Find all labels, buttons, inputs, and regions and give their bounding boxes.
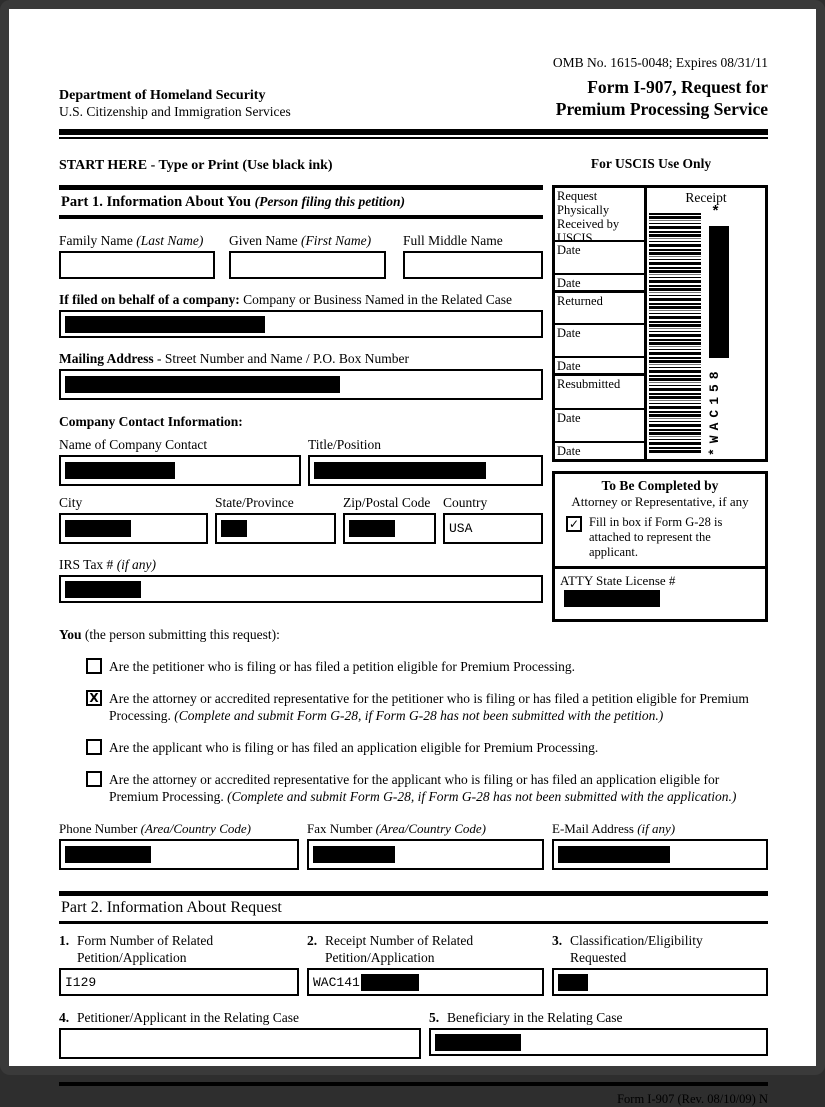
- redaction-bar: [65, 846, 151, 863]
- redaction-bar: [564, 590, 660, 607]
- given-name-label: Given Name: [229, 233, 301, 248]
- receipt-number-field-group: 2. Receipt Number of Related Petition/Application WAC141: [307, 932, 544, 996]
- middle-name-input[interactable]: [403, 251, 543, 279]
- family-name-label: Family Name: [59, 233, 137, 248]
- state-field-group: [215, 494, 336, 544]
- you-intro-line: You (the person submitting this request):: [59, 627, 280, 642]
- you-options-list: [59, 658, 768, 805]
- city-input[interactable]: [59, 513, 208, 544]
- petitioner-checkbox[interactable]: [86, 658, 102, 674]
- city-field-group: [59, 494, 208, 544]
- redaction-bar: [65, 581, 141, 598]
- attorney-applicant-checkbox[interactable]: [86, 771, 102, 787]
- mailing-label: - Street Number and Name / P.O. Box Number: [153, 351, 409, 366]
- irs-tax-field-group: IRS Tax # (if any): [59, 556, 543, 603]
- classification-label: Classification/Eligibility Requested: [570, 933, 703, 965]
- redaction-bar: [349, 520, 395, 537]
- phone-field-group: Phone Number (Area/Country Code): [59, 820, 299, 870]
- form-page: [9, 9, 816, 1106]
- agency-subname: U.S. Citizenship and Immigration Services: [59, 104, 291, 119]
- uscis-row-date: Date: [555, 410, 644, 443]
- zip-input[interactable]: [343, 513, 436, 544]
- option-attorney-applicant: Are the attorney or accredited representative for the applicant who is filing or has filed an application eligible for Premium Processing. (Complete and submit Form G-28, if Form G-28 has not been submitted with the application.): [86, 771, 766, 805]
- attorney-petitioner-checkbox[interactable]: X: [86, 690, 102, 706]
- country-value: USA: [449, 521, 473, 536]
- redaction-bar: [65, 316, 265, 333]
- title-position-label: Title/Position: [308, 437, 382, 452]
- mailing-label-bold: Mailing Address: [59, 351, 154, 366]
- atty-license-row: [555, 566, 765, 619]
- uscis-row-returned: Returned: [555, 293, 644, 326]
- form-number-field-group: 1. Form Number of Related Petition/Application I129: [59, 932, 299, 996]
- agency-block: [59, 88, 291, 120]
- g28-checkbox[interactable]: ✓: [566, 516, 582, 532]
- redaction-bar: [221, 520, 247, 537]
- family-name-field-group: Family Name (Last Name): [59, 232, 215, 279]
- form-revision-footer: Form I-907 (Rev. 08/10/09) N: [617, 1092, 768, 1106]
- middle-name-field-group: [403, 232, 543, 279]
- contact-numbers-row: [59, 820, 768, 870]
- uscis-row-date: Date: [557, 444, 581, 459]
- attorney-box-subtitle: Attorney or Representative, if any: [571, 494, 749, 509]
- irs-tax-input[interactable]: [59, 575, 543, 603]
- contact-name-field-group: [59, 436, 301, 486]
- form-number-value: I129: [65, 974, 97, 990]
- company-name-input[interactable]: [59, 310, 543, 338]
- agency-name: Department of Homeland Security: [59, 88, 266, 103]
- atty-license-label: ATTY State License #: [560, 573, 676, 588]
- petitioner-case-label: Petitioner/Applicant in the Relating Case: [77, 1010, 299, 1025]
- fax-field-group: Fax Number (Area/Country Code): [307, 820, 544, 870]
- part2-fields-row1: [59, 932, 768, 996]
- redaction-bar: [65, 462, 175, 479]
- redaction-bar: [558, 974, 588, 991]
- uscis-row-resubmitted: Resubmitted: [555, 376, 644, 411]
- uscis-use-only-label: For USCIS Use Only: [590, 156, 712, 171]
- company-contact-heading: Company Contact Information:: [59, 414, 243, 429]
- state-input[interactable]: [215, 513, 336, 544]
- redaction-bar: [65, 376, 340, 393]
- zip-label: Zip/Postal Code: [343, 495, 431, 510]
- barcode-text: *WAC158: [707, 366, 722, 456]
- redaction-bar: [361, 974, 419, 991]
- phone-input[interactable]: [59, 839, 299, 870]
- beneficiary-case-input[interactable]: [429, 1028, 768, 1056]
- contact-name-input[interactable]: [59, 455, 301, 486]
- option-petitioner: Are the petitioner who is filing or has filed a petition eligible for Premium Processing.: [86, 658, 766, 675]
- country-label: Country: [443, 495, 488, 510]
- applicant-checkbox[interactable]: [86, 739, 102, 755]
- state-label: State/Province: [215, 495, 294, 510]
- footer-rule: [59, 1082, 768, 1086]
- receipt-label: Receipt: [685, 190, 727, 205]
- uscis-row-date: Date: [555, 242, 644, 275]
- irs-tax-label: IRS Tax #: [59, 557, 117, 572]
- option-applicant: Are the applicant who is filing or has filed an application eligible for Premium Processing.: [86, 739, 766, 756]
- redaction-bar: [435, 1034, 521, 1051]
- part2-heading: Part 2. Information About Request: [59, 891, 768, 924]
- uscis-row-date: Date: [555, 275, 644, 293]
- company-label-bold: If filed on behalf of a company:: [59, 292, 244, 307]
- mailing-address-input[interactable]: [59, 369, 543, 400]
- mailing-address-field-group: [59, 350, 543, 400]
- fax-label: Fax Number: [307, 821, 376, 836]
- redaction-bar: [65, 520, 131, 537]
- start-here-instruction: START HERE - Type or Print (Use black ink): [59, 158, 333, 173]
- given-name-field-group: Given Name (First Name): [229, 232, 386, 279]
- phone-label: Phone Number: [59, 821, 141, 836]
- form-number-label: Form Number of Related Petition/Application: [77, 933, 214, 965]
- title-position-field-group: [308, 436, 543, 486]
- title-position-input[interactable]: [308, 455, 543, 486]
- header-rule-thick: [59, 129, 768, 135]
- redaction-bar: [558, 846, 670, 863]
- beneficiary-case-field-group: 5. Beneficiary in the Relating Case: [429, 1009, 768, 1059]
- redaction-bar: [313, 846, 395, 863]
- form-header: [59, 76, 768, 120]
- email-label: E-Mail Address: [552, 821, 638, 836]
- company-field-group: [59, 291, 543, 338]
- form-number-input[interactable]: [59, 968, 299, 996]
- petitioner-case-field-group: 4. Petitioner/Applicant in the Relating Case: [59, 1009, 421, 1059]
- zip-field-group: [343, 494, 436, 544]
- uscis-row-date: Date: [555, 325, 644, 358]
- g28-checkbox-label: Fill in box if Form G-28 is attached to represent the applicant.: [589, 515, 723, 559]
- country-field-group: [443, 494, 543, 544]
- receipt-barcode: [649, 213, 701, 453]
- uscis-date-column: [555, 188, 647, 459]
- middle-name-label: Full Middle Name: [403, 233, 503, 248]
- uscis-row-date: Date: [555, 358, 644, 376]
- part2-fields-row2: [59, 1009, 768, 1059]
- family-name-input[interactable]: [59, 251, 215, 279]
- receipt-number-input[interactable]: [307, 968, 544, 996]
- email-input[interactable]: [552, 839, 768, 870]
- petitioner-case-input[interactable]: [59, 1028, 421, 1059]
- redaction-bar: [314, 462, 486, 479]
- form-title: Form I-907, Request for Premium Processing Service: [555, 77, 768, 119]
- start-instructions-row: [59, 156, 768, 176]
- email-field-group: E-Mail Address (if any): [552, 820, 768, 870]
- uscis-row-received: Request Physically Received by USCIS: [555, 188, 644, 242]
- classification-input[interactable]: [552, 968, 768, 996]
- contact-name-label: Name of Company Contact: [59, 437, 208, 452]
- beneficiary-case-label: Beneficiary in the Relating Case: [447, 1010, 623, 1025]
- barcode-star: *: [711, 204, 721, 221]
- receipt-area: [647, 188, 765, 459]
- fax-input[interactable]: [307, 839, 544, 870]
- attorney-box-title: To Be Completed by: [601, 478, 719, 493]
- option-attorney-petitioner: X Are the attorney or accredited representative for the petitioner who is filing or has filed a petition eligible for Premium Processing. (Complete and submit Form G-28, if Form G-28 has not been submitted with the petition.): [86, 690, 766, 724]
- classification-field-group: 3. Classification/Eligibility Requested: [552, 932, 768, 996]
- attorney-box: [552, 471, 768, 622]
- redaction-bar: [709, 226, 729, 358]
- omb-number: OMB No. 1615-0048; Expires 08/31/11: [552, 55, 768, 70]
- part1-section: [59, 185, 543, 643]
- receipt-number-value: WAC141: [313, 974, 360, 990]
- company-label: Company or Business Named in the Related Case: [243, 292, 512, 307]
- uscis-use-only-box: [552, 185, 768, 462]
- part1-heading: Part 1. Information About You (Person filing this petition): [59, 185, 543, 219]
- given-name-input[interactable]: [229, 251, 386, 279]
- city-label: City: [59, 495, 83, 510]
- header-rule-thin: [59, 137, 768, 139]
- receipt-number-label: Receipt Number of Related Petition/Application: [325, 933, 474, 965]
- country-input[interactable]: [443, 513, 543, 544]
